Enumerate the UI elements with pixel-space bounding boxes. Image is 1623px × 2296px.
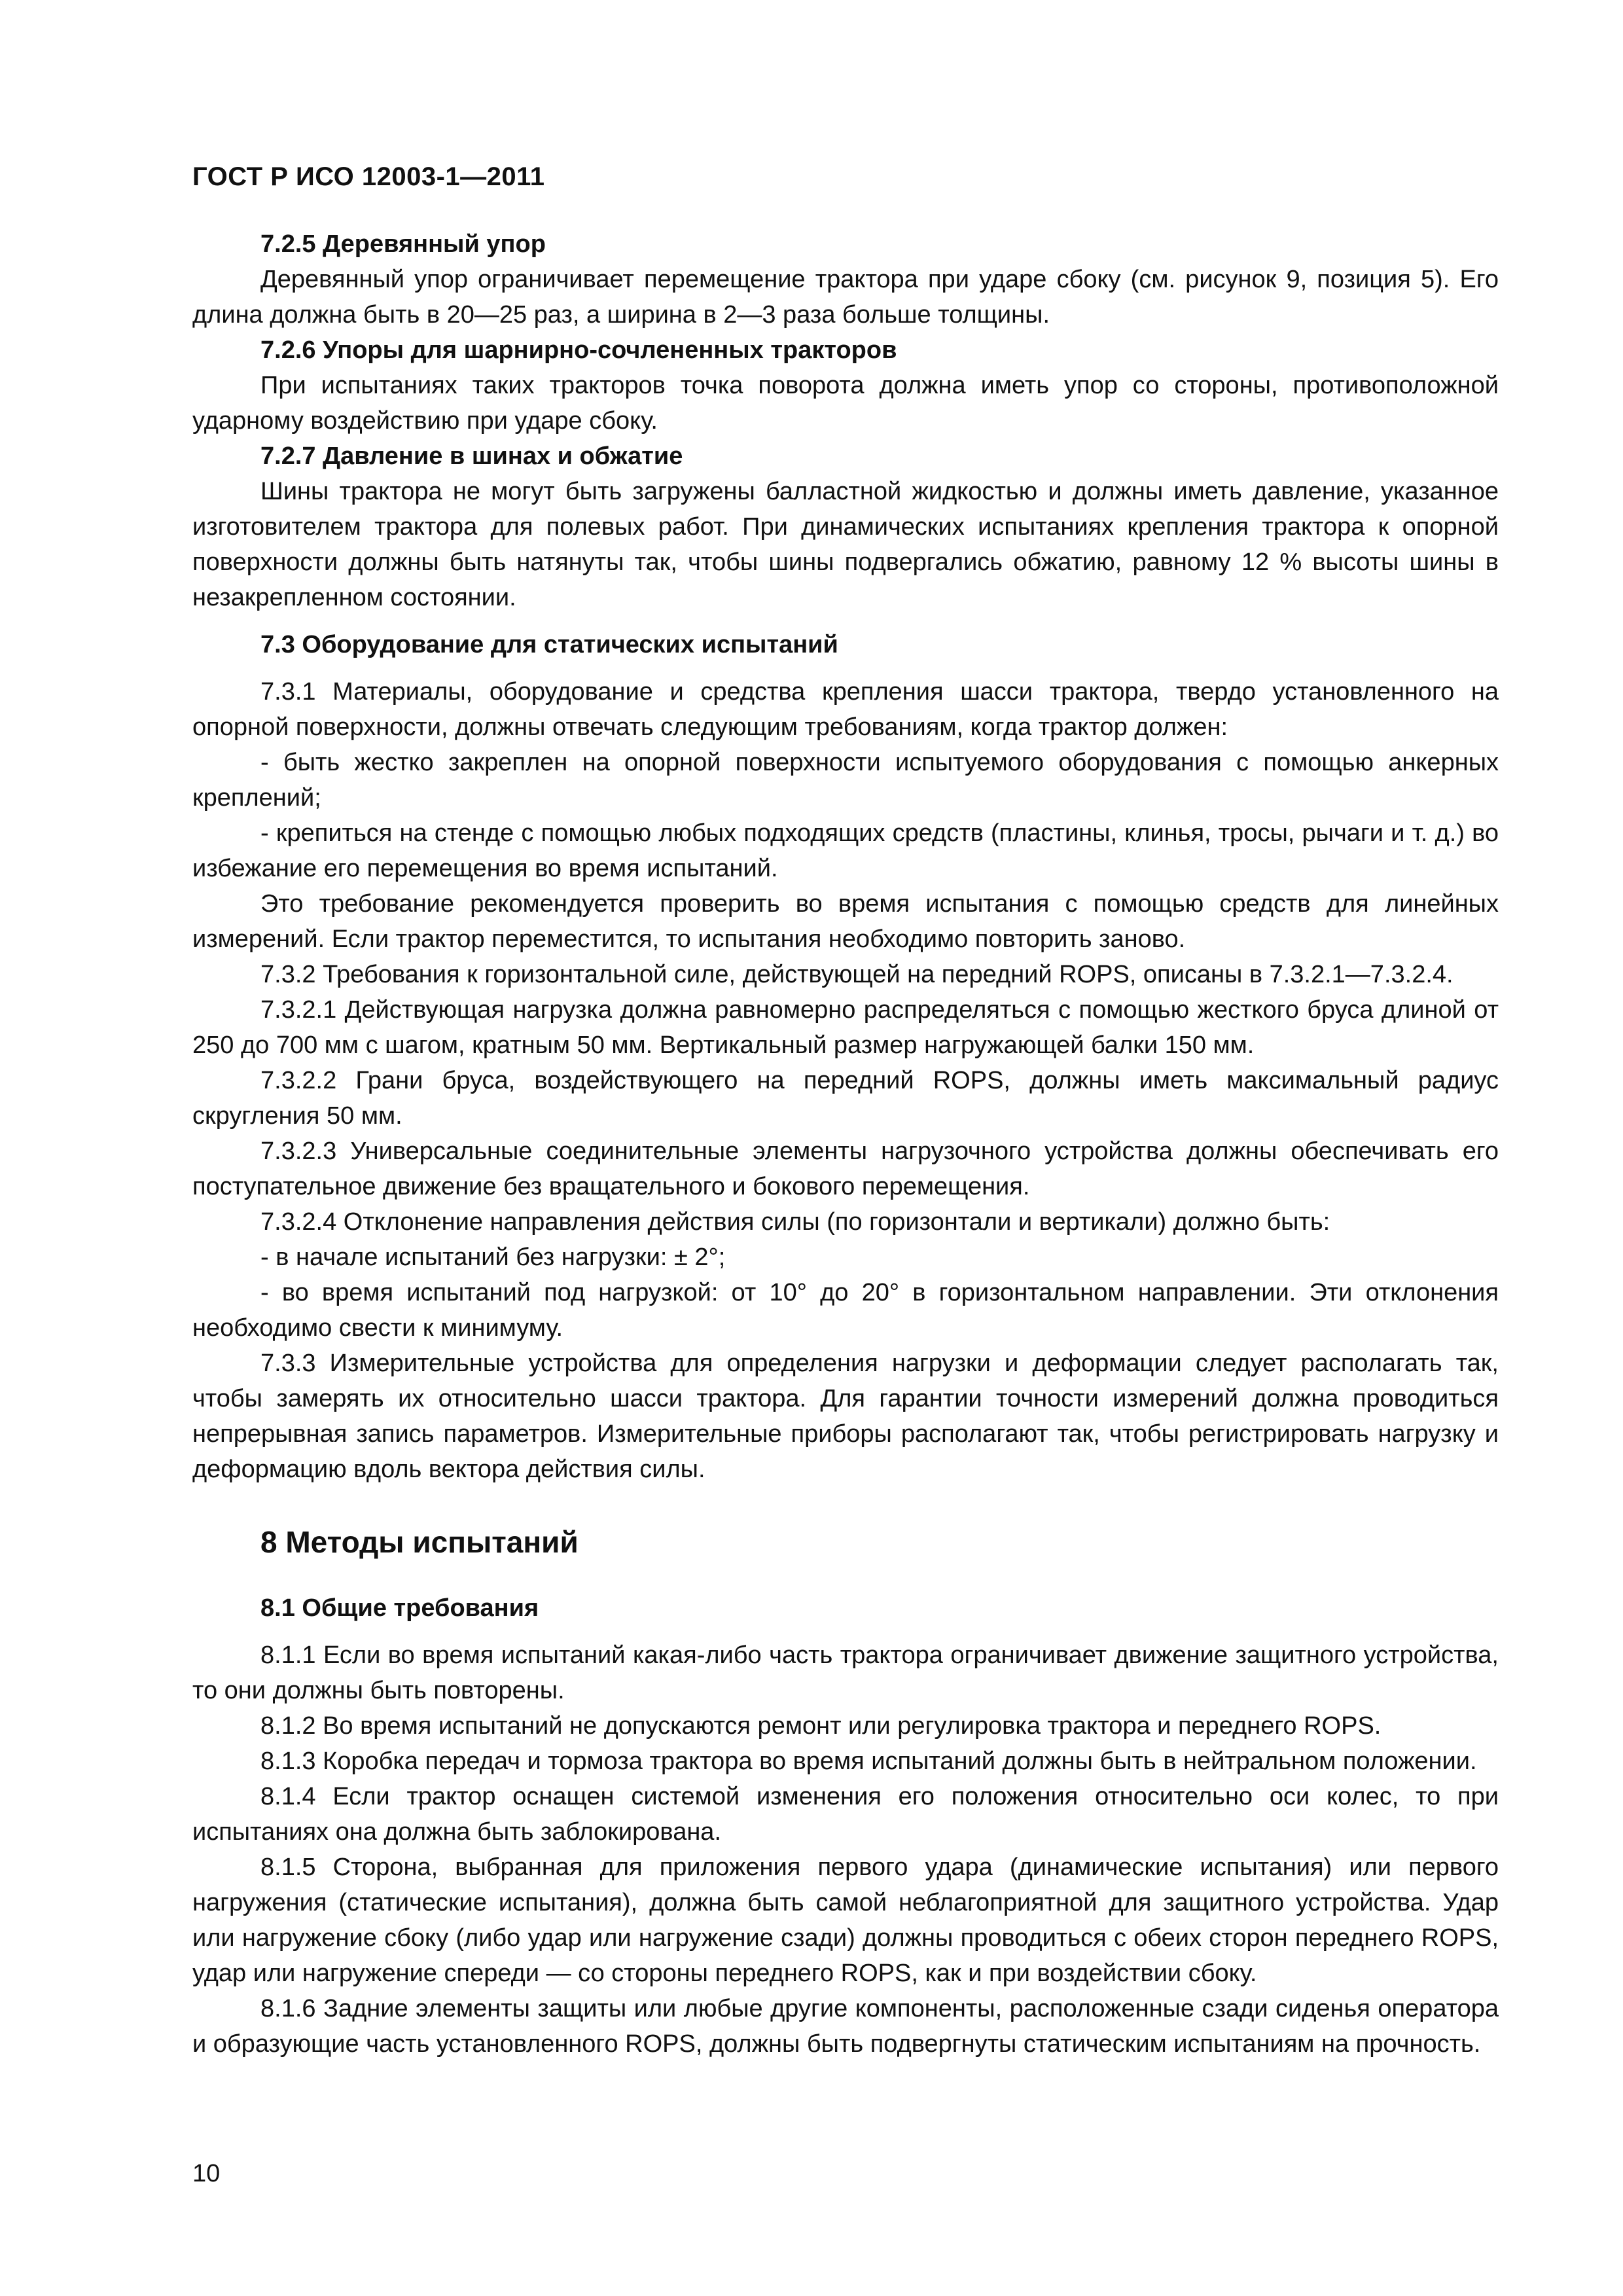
paragraph: 8.1.1 Если во время испытаний какая-либо часть трактора ограничивает движение защитного устройства, то они должны быть повторены. <box>192 1641 1499 1704</box>
subsection-heading-7-2-5: 7.2.5 Деревянный упор <box>260 230 546 258</box>
paragraph: 7.3.2.2 Грани бруса, воздействующего на передний ROPS, должны иметь максимальный радиус скругления 50 мм. <box>192 1067 1499 1130</box>
paragraph: Деревянный упор ограничивает перемещение трактора при ударе сбоку (см. рисунок 9, позиция 5). Его длина должна быть в 20—25 раз, а ширина в 2—3 раза больше толщины. <box>192 266 1499 329</box>
paragraph: Шины трактора не могут быть загружены балластной жидкостью и должны иметь давление, указанное изготовителем трактора для полевых работ. При динамических испытаниях крепления трактора к опорной поверхности должны быть натянуты так, чтобы шины подвергались обжатию, равному 12 % высоты шины в незакрепленном состоянии. <box>192 478 1499 611</box>
paragraph: 7.3.3 Измерительные устройства для определения нагрузки и деформации следует располагать так, чтобы замерять их относительно шасси трактора. Для гарантии точности измерений должна проводиться непрерывная запись параметров. Измерительные приборы располагают так, чтобы регистрировать нагрузку и деформацию вдоль вектора действия силы. <box>192 1350 1499 1483</box>
paragraph: 7.3.2.4 Отклонение направления действия силы (по горизонтали и вертикали) должно быть: <box>260 1208 1330 1236</box>
list-item: - крепиться на стенде с помощью любых подходящих средств (пластины, клинья, тросы, рычаги и т. д.) во избежание его перемещения во время испытаний. <box>192 819 1499 882</box>
section-title-8: 8 Методы испытаний <box>260 1525 579 1559</box>
paragraph: 8.1.3 Коробка передач и тормоза трактора во время испытаний должны быть в нейтральном положении. <box>260 1748 1477 1775</box>
document-body <box>192 226 1499 2062</box>
list-item: - во время испытаний под нагрузкой: от 10° до 20° в горизонтальном направлении. Эти отклонения необходимо свести к минимуму. <box>192 1279 1499 1342</box>
spacer <box>192 662 1499 674</box>
spacer <box>192 615 1499 627</box>
paragraph: 7.3.2.1 Действующая нагрузка должна равномерно распределяться с помощью жесткого бруса длиной от 250 до 700 мм с шагом, кратным 50 мм. Вертикальный размер нагружающей балки 150 мм. <box>192 996 1499 1059</box>
document-code-header: ГОСТ Р ИСО 12003-1—2011 <box>192 162 545 191</box>
paragraph: 8.1.6 Задние элементы защиты или любые другие компоненты, расположенные сзади сиденья оператора и образующие часть установленного ROPS, должны быть подвергнуты статическим испытаниям на прочность. <box>192 1995 1499 2058</box>
page-number: 10 <box>192 2160 221 2187</box>
paragraph: 8.1.5 Сторона, выбранная для приложения первого удара (динамические испытания) или первого нагружения (статические испытания), должна быть самой неблагоприятной для защитного устройства. Удар или нагружение сбоку (либо удар или нагружение сзади) должны проводиться с обеих сторон переднего ROPS, удар или нагружение спереди — со стороны переднего ROPS, как и при воздействии сбоку. <box>192 1854 1499 1987</box>
spacer <box>192 1626 1499 1638</box>
paragraph: При испытаниях таких тракторов точка поворота должна иметь упор со стороны, противоположной ударному воздействию при ударе сбоку. <box>192 372 1499 435</box>
paragraph: 7.3.2 Требования к горизонтальной силе, действующей на передний ROPS, описаны в 7.3.2.1—7.3.2.4. <box>260 961 1454 988</box>
paragraph: 7.3.2.3 Универсальные соединительные элементы нагрузочного устройства должны обеспечивать его поступательное движение без вращательного и бокового перемещения. <box>192 1138 1499 1200</box>
section-heading-7-3: 7.3 Оборудование для статических испытаний <box>260 631 838 658</box>
subsection-heading-7-2-7: 7.2.7 Давление в шинах и обжатие <box>260 442 683 470</box>
paragraph: 7.3.1 Материалы, оборудование и средства крепления шасси трактора, твердо установленного на опорной поверхности, должны отвечать следующим требованиям, когда трактор должен: <box>192 678 1499 741</box>
subsection-heading-7-2-6: 7.2.6 Упоры для шарнирно-сочлененных тракторов <box>260 336 897 364</box>
list-item: - в начале испытаний без нагрузки: ± 2°; <box>260 1244 726 1271</box>
paragraph: 8.1.4 Если трактор оснащен системой изменения его положения относительно оси колес, то при испытаниях она должна быть заблокирована. <box>192 1783 1499 1846</box>
paragraph: 8.1.2 Во время испытаний не допускаются ремонт или регулировка трактора и переднего ROPS. <box>260 1712 1382 1740</box>
section-heading-8-1: 8.1 Общие требования <box>260 1594 539 1622</box>
paragraph: Это требование рекомендуется проверить во время испытания с помощью средств для линейных измерений. Если трактор переместится, то испытания необходимо повторить заново. <box>192 890 1499 953</box>
list-item: - быть жестко закреплен на опорной поверхности испытуемого оборудования с помощью анкерных креплений; <box>192 749 1499 812</box>
